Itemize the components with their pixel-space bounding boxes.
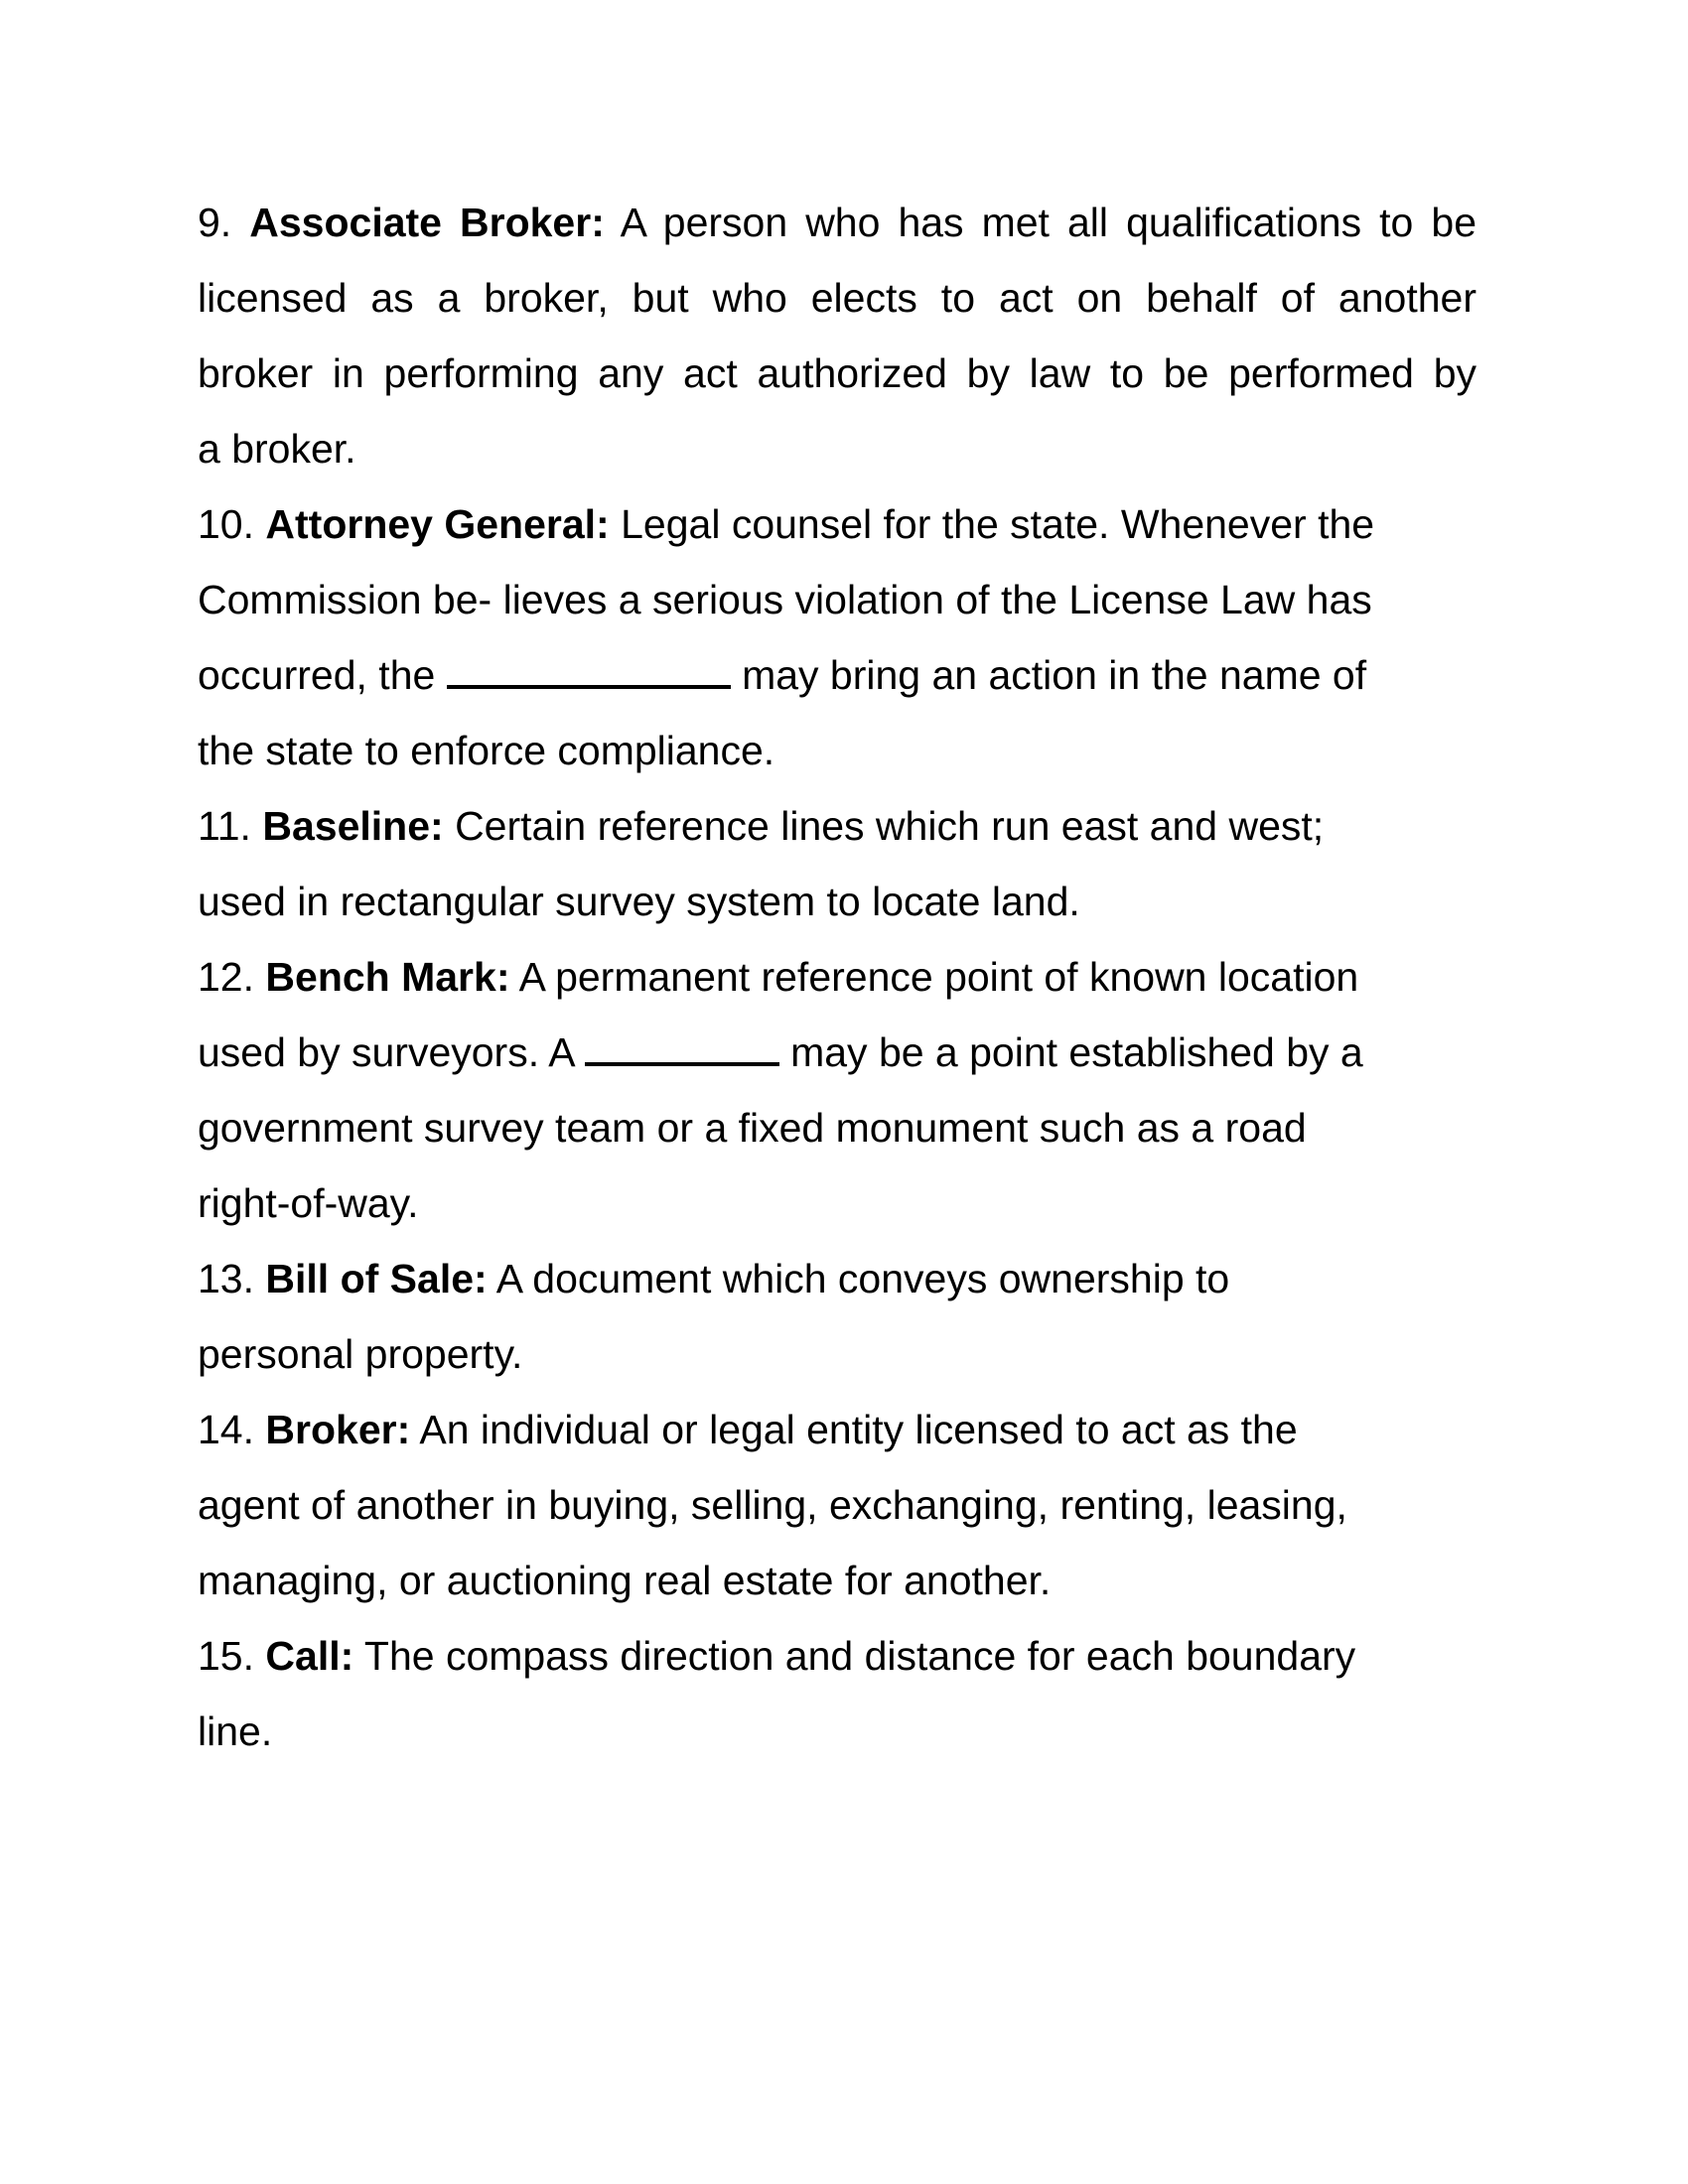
item-number: 13.: [198, 1256, 254, 1301]
term: Bench Mark:: [265, 954, 510, 1000]
glossary-item-13: [198, 1241, 1477, 1392]
item-number: 11.: [198, 803, 251, 849]
definition-text: An individual or legal entity licensed to act as the: [410, 1407, 1298, 1452]
item-number: 14.: [198, 1407, 254, 1452]
definition-text: personal property.: [198, 1331, 523, 1377]
glossary-item-10: [198, 486, 1477, 788]
definition-text: A document which conveys ownership to: [487, 1256, 1230, 1301]
definition-text: right-of-way.: [198, 1180, 419, 1226]
document-page: [198, 185, 1477, 1769]
definition-text: occurred, the: [198, 652, 447, 698]
definition-text: broker in performing any act authorized by law to be performed by: [198, 350, 1477, 396]
definition-text: Legal counsel for the state. Whenever the: [609, 501, 1375, 547]
definition-text: The compass direction and distance for each boundary: [353, 1633, 1356, 1679]
glossary-item-15: [198, 1618, 1477, 1769]
glossary-item-9: [198, 185, 1477, 486]
definition-text: line.: [198, 1708, 273, 1754]
term: Call:: [265, 1633, 354, 1679]
definition-text: A person who has met all qualifications to be: [604, 200, 1477, 245]
glossary-item-14: [198, 1392, 1477, 1618]
term: Associate Broker:: [249, 200, 605, 245]
definition-text: the state to enforce compliance.: [198, 728, 775, 773]
item-number: 12.: [198, 954, 254, 1000]
definition-text: agent of another in buying, selling, exchanging, renting, leasing,: [198, 1482, 1347, 1528]
item-number: 10.: [198, 501, 254, 547]
definition-text: Commission be- lieves a serious violation of the License Law has: [198, 577, 1372, 622]
glossary-item-11: [198, 788, 1477, 939]
item-number: 9.: [198, 200, 232, 245]
term: Broker:: [265, 1407, 411, 1452]
fill-in-blank: [585, 1032, 779, 1066]
definition-text: may be a point established by a: [778, 1029, 1363, 1075]
definition-text: used by surveyors. A: [198, 1029, 585, 1075]
glossary-item-12: [198, 939, 1477, 1241]
definition-text: managing, or auctioning real estate for another.: [198, 1558, 1052, 1603]
term: Attorney General:: [265, 501, 610, 547]
item-number: 15.: [198, 1633, 254, 1679]
definition-text: government survey team or a fixed monument such as a road: [198, 1105, 1307, 1151]
definition-text: a broker.: [198, 426, 356, 472]
term: Bill of Sale:: [265, 1256, 488, 1301]
definition-text: may bring an action in the name of: [730, 652, 1367, 698]
definition-text: used in rectangular survey system to locate land.: [198, 879, 1080, 924]
term: Baseline:: [262, 803, 444, 849]
definition-text: A permanent reference point of known location: [509, 954, 1359, 1000]
fill-in-blank: [447, 655, 731, 689]
definition-text: licensed as a broker, but who elects to act on behalf of another: [198, 275, 1477, 321]
definition-text: Certain reference lines which run east and west;: [443, 803, 1325, 849]
